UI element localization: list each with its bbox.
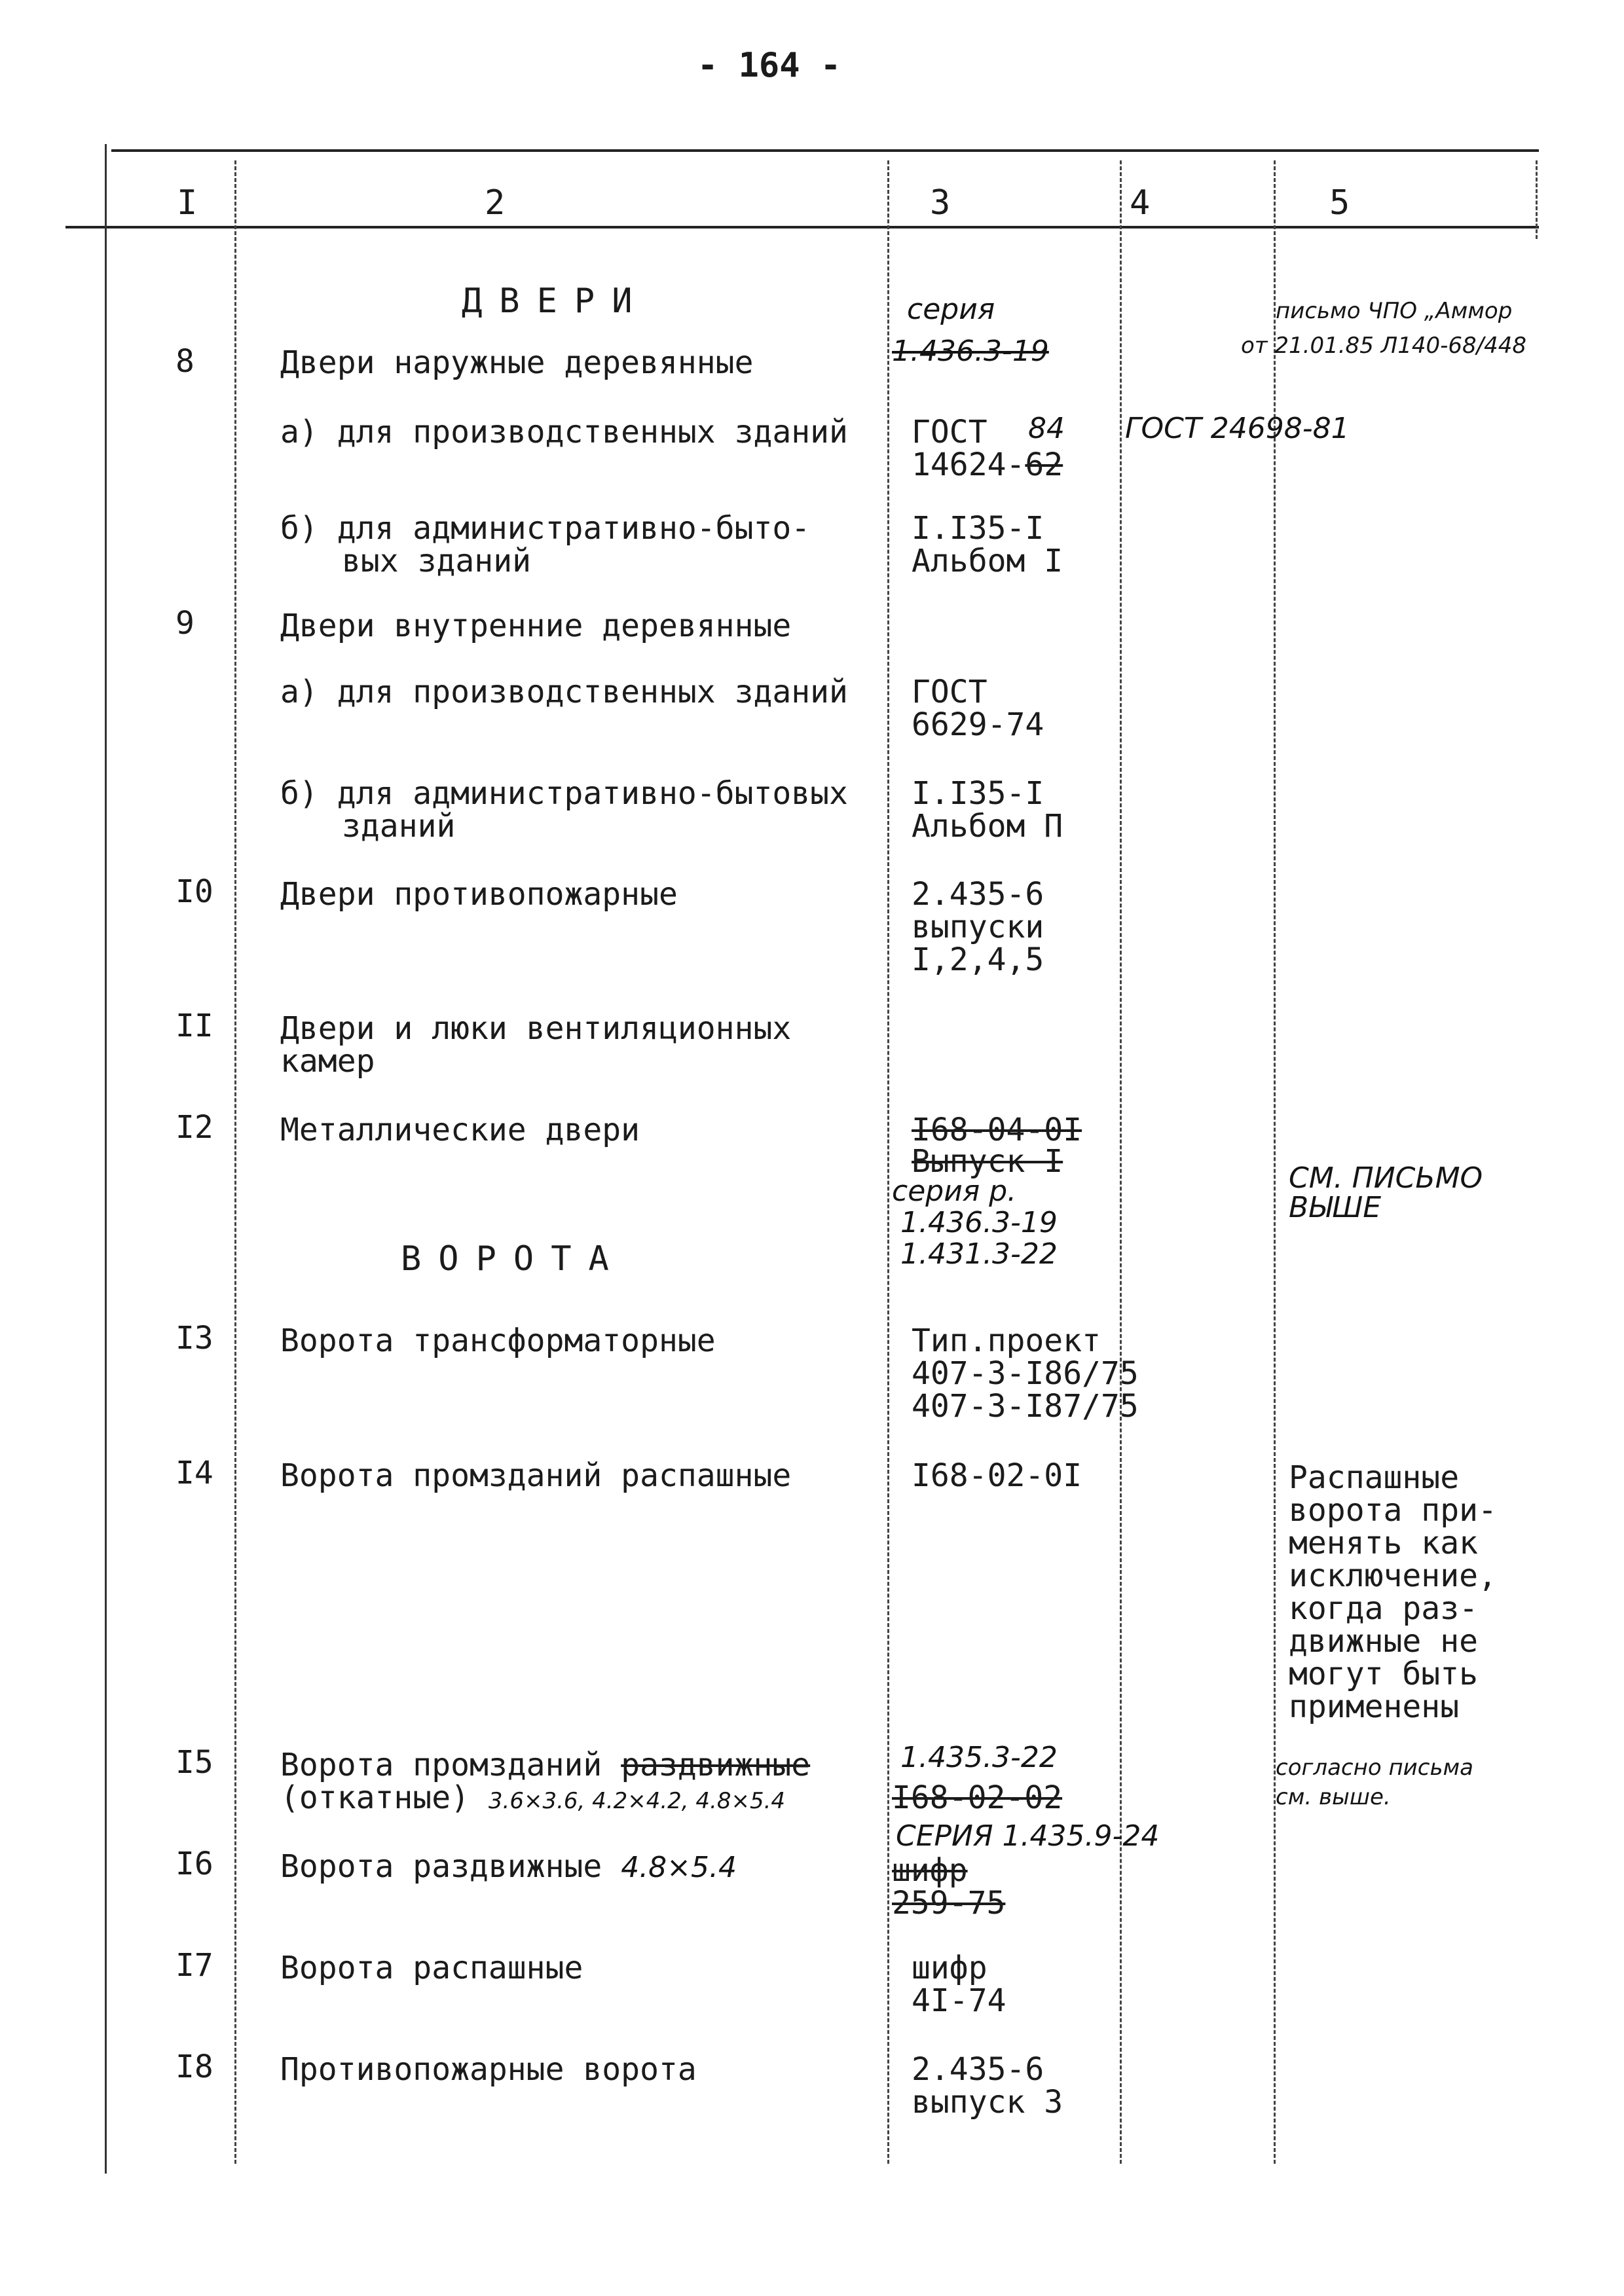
row-16-series-hw: СЕРИЯ 1.435.9-24 [896, 1819, 1160, 1853]
row-14-note-5: когда раз- [1289, 1590, 1478, 1627]
row-12-series-2: 1.431.3-22 [900, 1237, 1058, 1271]
row-13-number: I3 [175, 1320, 213, 1357]
row-8-name: Двери наружные деревянные [280, 344, 754, 381]
row-8a-gost-replacement: ГОСТ 24698-81 [1125, 412, 1350, 445]
row-8b-name-1: б) для административно-быто- [280, 510, 811, 547]
row-15-note-1: согласно письма [1276, 1755, 1473, 1781]
row-18-name: Противопожарные ворота [280, 2051, 697, 2088]
row-15-name-line-2 [280, 1780, 785, 1815]
row-11-number: II [175, 1008, 213, 1044]
row-10-issues: I,2,4,5 [912, 941, 1044, 978]
header-col-4: 4 [1130, 183, 1151, 223]
row-16-number: I6 [175, 1846, 213, 1882]
row-8a-gost-number-struck: 62 [1025, 446, 1063, 483]
row-16-name [280, 1849, 737, 1884]
header-col-1: I [177, 183, 198, 223]
row-13-project-2: 407-3-I87/75 [912, 1388, 1139, 1425]
row-15-name-sliding: (откатные) [280, 1779, 470, 1816]
row-8b-name-2: вых зданий [342, 543, 531, 579]
row-15-number: I5 [175, 1744, 213, 1781]
page-number: - 164 - [697, 46, 841, 85]
header-col-5: 5 [1329, 183, 1350, 223]
row-15-series-hw: 1.435.3-22 [900, 1741, 1058, 1774]
row-15-code-struck: I68-02-02 [892, 1779, 1063, 1816]
row-8a-gost-hw: 84 [1028, 412, 1065, 445]
row-12-note-2: ВЫШЕ [1289, 1191, 1382, 1224]
header-rule [65, 226, 1539, 228]
row-11-name-1: Двери и люки вентиляционных [280, 1010, 792, 1047]
row-14-name: Ворота промзданий распашные [280, 1457, 792, 1494]
row-12-name: Металлические двери [280, 1112, 640, 1148]
row-12-series-hw: серия р. [892, 1175, 1017, 1208]
row-13-name: Ворота трансформаторные [280, 1322, 716, 1359]
row-17-number: I7 [175, 1947, 213, 1984]
row-8b-album: Альбом I [912, 543, 1063, 579]
row-10-issues-label: выпуски [912, 909, 1044, 945]
row-8a-gost-number [912, 447, 1063, 483]
row-14-number: I4 [175, 1455, 213, 1491]
header-col-2: 2 [485, 183, 506, 223]
row-14-note-6: движные не [1289, 1623, 1478, 1660]
row-9a-gost-number: 6629-74 [912, 706, 1044, 743]
row-9b-series: I.I35-I [912, 775, 1044, 812]
row-8-series-struck: 1.436.3-19 [892, 335, 1049, 368]
row-12-issue-struck: Выпуск I [912, 1143, 1063, 1180]
row-10-series: 2.435-6 [912, 876, 1044, 913]
row-14-note-4: исключение, [1289, 1558, 1497, 1594]
row-14-code: I68-02-0I [912, 1457, 1082, 1494]
row-12-series-1: 1.436.3-19 [900, 1206, 1058, 1239]
row-8-letter-date: от 21.01.85 Л140-68/448 [1241, 333, 1526, 359]
col-divider-3 [1120, 160, 1122, 2164]
top-rule [111, 149, 1539, 152]
row-17-cipher: шифр [912, 1950, 987, 1986]
row-15-name-line-1 [280, 1747, 810, 1783]
row-13-project-1: 407-3-I86/75 [912, 1355, 1139, 1392]
row-8b-series: I.I35-I [912, 510, 1044, 547]
row-9a-gost: ГОСТ [912, 674, 987, 710]
table-left-border [105, 144, 107, 2174]
row-11-name-2: камер [280, 1043, 375, 1080]
row-14-note-2: ворота при- [1289, 1492, 1497, 1529]
row-16-name-text: Ворота раздвижные [280, 1848, 602, 1885]
row-8a-gost-number-main: 14624- [912, 446, 1025, 483]
row-18-series: 2.435-6 [912, 2051, 1044, 2088]
row-12-number: I2 [175, 1109, 213, 1146]
row-9a-name: а) для производственных зданий [280, 674, 848, 710]
row-18-number: I8 [175, 2049, 213, 2085]
row-13-project-label: Тип.проект [912, 1322, 1101, 1359]
row-15-sizes: 3.6×3.6, 4.2×4.2, 4.8×5.4 [488, 1788, 786, 1814]
row-9b-name-1: б) для административно-бытовых [280, 775, 848, 812]
header-col-3: 3 [930, 183, 951, 223]
row-8-number: 8 [175, 343, 194, 380]
row-15-name-struck: раздвижные [621, 1747, 811, 1783]
row-14-note-7: могут быть [1289, 1656, 1478, 1692]
row-9-name: Двери внутренние деревянные [280, 608, 792, 644]
row-14-note-8: применены [1289, 1688, 1460, 1725]
row-8a-name: а) для производственных зданий [280, 414, 848, 450]
row-14-note-1: Распашные [1289, 1459, 1460, 1496]
row-17-cipher-code: 4I-74 [912, 1982, 1006, 2019]
row-14-note-3: менять как [1289, 1525, 1478, 1561]
row-10-number: I0 [175, 873, 213, 910]
col-divider-1 [234, 160, 236, 2164]
col-divider-2 [887, 160, 889, 2164]
row-9b-album: Альбом П [912, 808, 1063, 845]
row-18-issue: выпуск 3 [912, 2084, 1063, 2121]
row-17-name: Ворота распашные [280, 1950, 583, 1986]
col-divider-4 [1274, 160, 1276, 2164]
row-8a-gost: ГОСТ [912, 414, 987, 450]
row-8-series-label: серия [907, 293, 995, 326]
row-9b-name-2: зданий [342, 808, 456, 845]
col-divider-5 [1536, 160, 1538, 239]
row-15-note-2: см. выше. [1276, 1784, 1391, 1810]
row-10-name: Двери противопожарные [280, 876, 678, 913]
row-8-letter-ref: письмо ЧПО „Аммор [1276, 298, 1513, 324]
row-16-cipher-code-struck: 259-75 [892, 1885, 1006, 1922]
row-9-number: 9 [175, 605, 194, 642]
row-16-cipher-struck: шифр [892, 1852, 968, 1889]
section-title-gates: ВОРОТА [401, 1239, 626, 1279]
row-12-note-1: СМ. ПИСЬМО [1289, 1161, 1483, 1195]
row-16-size: 4.8×5.4 [621, 1851, 737, 1884]
row-15-name-main: Ворота промзданий [280, 1747, 602, 1783]
row-12-code-struck: I68-04-0I [912, 1112, 1082, 1148]
section-title-doors: ДВЕРИ [462, 282, 650, 321]
